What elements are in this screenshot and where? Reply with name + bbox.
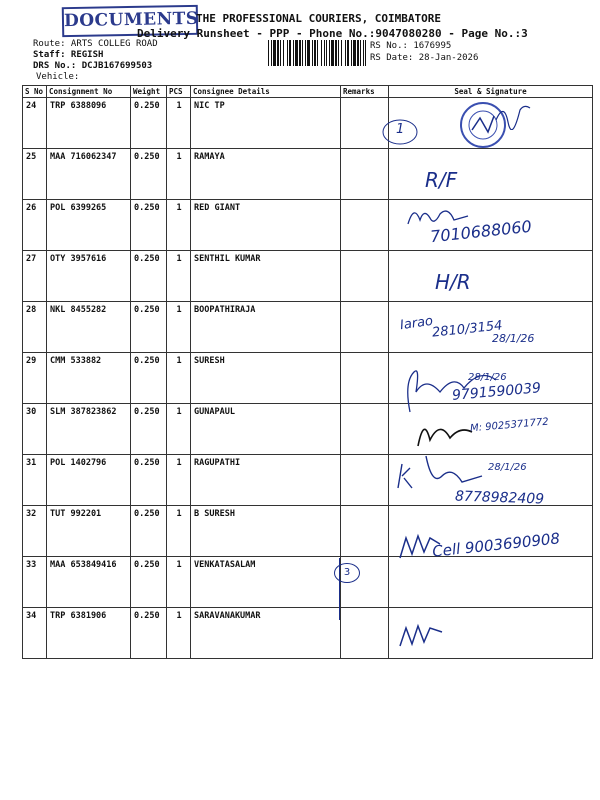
phone-31-a: M: 9025371772 — [469, 416, 550, 435]
row-remarks — [341, 455, 389, 506]
date-31: 28/1/26 — [488, 462, 527, 473]
row-consignment: TRP 6388096 — [47, 98, 131, 149]
note-28-c: 28/1/26 — [492, 332, 535, 345]
row-consignee: SENTHIL KUMAR — [191, 251, 341, 302]
row-pcs: 1 — [167, 353, 191, 404]
rs-date: RS Date: 28-Jan-2026 — [370, 53, 479, 63]
row-remarks — [341, 302, 389, 353]
row-weight: 0.250 — [131, 149, 167, 200]
row-pcs: 1 — [167, 608, 191, 659]
row-consignment: POL 6399265 — [47, 200, 131, 251]
drs-label: DRS No.: DCJB167699503 — [33, 61, 153, 71]
signature-34-icon — [396, 620, 446, 650]
row-consignee: RED GIANT — [191, 200, 341, 251]
col-consignment: Consignment No — [47, 86, 131, 98]
phone-26: 7010688060 — [429, 216, 533, 247]
row-remarks — [341, 200, 389, 251]
row-consignee: GUNAPAUL — [191, 404, 341, 455]
staff-label: Staff: REGISH — [33, 50, 104, 60]
row-consignee: SARAVANAKUMAR — [191, 608, 341, 659]
vehicle-label: Vehicle: — [36, 72, 80, 82]
col-weight: Weight — [131, 86, 167, 98]
row-weight: 0.250 — [131, 608, 167, 659]
row-signature — [389, 149, 593, 200]
row-consignee: BOOPATHIRAJA — [191, 302, 341, 353]
row-consignee: SURESH — [191, 353, 341, 404]
company-title: THE PROFESSIONAL COURIERS, COIMBATORE — [196, 12, 442, 25]
row-pcs: 1 — [167, 506, 191, 557]
row-pcs: 1 — [167, 455, 191, 506]
row-weight: 0.250 — [131, 200, 167, 251]
phone-31-b: 8778982409 — [454, 488, 545, 508]
hr-note: H/R — [435, 270, 471, 294]
table-row — [23, 149, 593, 200]
row-pcs: 1 — [167, 98, 191, 149]
row-pcs: 1 — [167, 557, 191, 608]
row-sno: 25 — [23, 149, 47, 200]
row-consignment: TUT 992201 — [47, 506, 131, 557]
row-weight: 0.250 — [131, 353, 167, 404]
row-sno: 28 — [23, 302, 47, 353]
row-sno: 30 — [23, 404, 47, 455]
row-consignment: TRP 6381906 — [47, 608, 131, 659]
row-consignee: VENKATASALAM — [191, 557, 341, 608]
rs-number: RS No.: 1676995 — [370, 41, 452, 51]
row-sno: 27 — [23, 251, 47, 302]
row-sno: 31 — [23, 455, 47, 506]
signature-scribble-icon — [494, 100, 534, 130]
row-sno: 29 — [23, 353, 47, 404]
row-weight: 0.250 — [131, 404, 167, 455]
row-signature — [389, 251, 593, 302]
row-weight: 0.250 — [131, 506, 167, 557]
route-label: Route: ARTS COLLEG ROAD — [33, 39, 158, 49]
row-weight: 0.250 — [131, 251, 167, 302]
row-consignment: CMM 533882 — [47, 353, 131, 404]
remark-one: 1 — [396, 122, 405, 137]
date-30: 28/1/26 — [468, 372, 507, 383]
col-pcs: PCS — [167, 86, 191, 98]
row-pcs: 1 — [167, 302, 191, 353]
col-signature: Seal & Signature — [389, 86, 593, 98]
row-remarks — [341, 608, 389, 659]
row-weight: 0.250 — [131, 557, 167, 608]
col-sno: S No — [23, 86, 47, 98]
row-signature — [389, 557, 593, 608]
note-28-b: 2810/3154 — [431, 318, 504, 341]
phone-33: Cell 9003690908 — [431, 529, 561, 561]
row-remarks — [341, 506, 389, 557]
row-consignee: RAMAYA — [191, 149, 341, 200]
row-pcs: 1 — [167, 251, 191, 302]
table-row — [23, 557, 593, 608]
row-consignment: NKL 8455282 — [47, 302, 131, 353]
row-consignment: OTY 3957616 — [47, 251, 131, 302]
barcode — [268, 40, 366, 66]
row-remarks — [341, 149, 389, 200]
row-sno: 34 — [23, 608, 47, 659]
row-pcs: 1 — [167, 149, 191, 200]
table-row — [23, 608, 593, 659]
row-weight: 0.250 — [131, 302, 167, 353]
remark-three: 3 — [334, 563, 360, 583]
row-consignment: MAA 716062347 — [47, 149, 131, 200]
documents-stamp: DOCUMENTS — [62, 5, 199, 37]
phone-30: 9791590039 — [451, 380, 542, 404]
row-sno: 32 — [23, 506, 47, 557]
col-consignee: Consignee Details — [191, 86, 341, 98]
note-28-a: Iarao — [399, 313, 434, 334]
row-remarks — [341, 353, 389, 404]
table-header-row — [23, 86, 593, 98]
row-remarks — [341, 251, 389, 302]
row-consignment: SLM 387823862 — [47, 404, 131, 455]
row-sno: 26 — [23, 200, 47, 251]
row-weight: 0.250 — [131, 455, 167, 506]
row-pcs: 1 — [167, 404, 191, 455]
row-weight: 0.250 — [131, 98, 167, 149]
row-consignee: NIC TP — [191, 98, 341, 149]
col-remarks: Remarks — [341, 86, 389, 98]
row-consignment: MAA 653849416 — [47, 557, 131, 608]
row-sno: 33 — [23, 557, 47, 608]
row-consignment: POL 1402796 — [47, 455, 131, 506]
runsheet-title: Delivery Runsheet - PPP - Phone No.:9047080280 - Page No.:3 — [137, 27, 528, 40]
row-consignee: RAGUPATHI — [191, 455, 341, 506]
table-row — [23, 251, 593, 302]
row-pcs: 1 — [167, 200, 191, 251]
row-sno: 24 — [23, 98, 47, 149]
row-remarks — [341, 404, 389, 455]
rf-note: R/F — [425, 168, 458, 192]
row-consignee: B SURESH — [191, 506, 341, 557]
